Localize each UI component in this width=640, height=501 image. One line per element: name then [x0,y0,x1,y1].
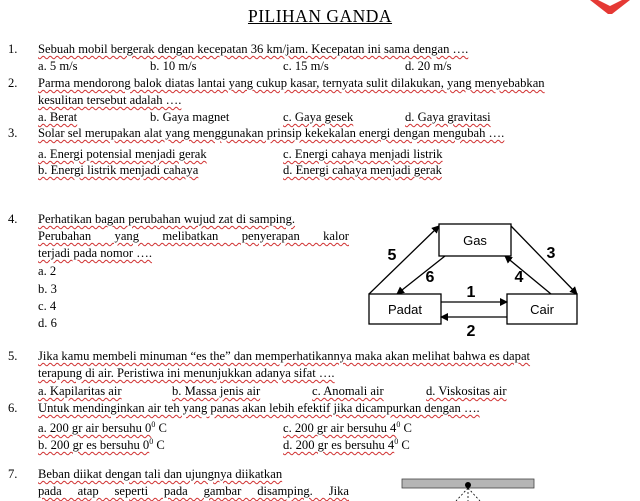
arrow-label-6: 6 [425,269,435,286]
option-d-text: d. 200 gr es bersuhu 4 [283,438,395,453]
pendulum-figure [400,476,540,501]
question-number: 2. [8,76,18,90]
question-text-line-3: terjadi pada nomor …. [38,246,153,260]
option-a[interactable]: a. Kapilaritas air [38,384,122,398]
question-text: Solar sel merupakan alat yang menggunakan prinsip kekekalan energi dengan mengubah …. [38,126,505,140]
question-4-line-2: Perubahan yang melibatkan penyerapan kalor [38,229,349,243]
unit: C [158,421,167,436]
option-b-text: b. 200 gr es bersuhu 0 [38,438,150,453]
page-title: PILIHAN GANDA [247,6,393,26]
arrow-6 [397,256,445,294]
arrow-4 [505,256,551,294]
question-number: 1. [8,42,18,56]
option-d[interactable]: d. Gaya gravitasi [405,110,491,124]
degree-sup: 0 [396,420,401,429]
state-gas: Gas [463,233,487,248]
option-c[interactable]: c. 15 m/s [283,59,329,73]
pivot [465,482,471,488]
arrow-label-2: 2 [466,323,476,340]
question-number: 5. [8,349,18,363]
state-liquid: Cair [530,302,554,317]
state-solid: Padat [388,302,422,317]
question-text-line-2: kesulitan tersebut adalah …. [38,93,182,107]
option-d[interactable] [283,434,410,454]
option-b[interactable] [38,434,165,454]
option-a-text: a. 200 gr air bersuhu 0 [38,421,152,436]
option-a[interactable]: a. Berat [38,110,78,124]
string-left [456,488,468,501]
arrow-label-1: 1 [466,284,476,301]
corner-logo-fragment [580,0,640,14]
question-text-line-1: Jika kamu membeli minuman “es the” dan memperhatikannya maka akan melihat bahwa es dapat [38,349,531,363]
question-text-line-1: Perhatikan bagan perubahan wujud zat di samping. [38,212,296,226]
option-c[interactable]: c. Energi cahaya menjadi listrik [283,147,443,161]
arrow-label-5: 5 [387,247,397,264]
question-text-line-2: terapung di air. Peristiwa ini menunjukkan adanya sifat …. [38,366,335,380]
unit: C [401,438,410,453]
question-7-line-2: pada atap seperti pada gambar disamping. Jika [38,484,349,498]
arrow-label-4: 4 [514,269,524,286]
option-b[interactable]: b. Gaya magnet [150,110,230,124]
option-c[interactable]: c. 4 [38,299,57,313]
option-b[interactable]: b. 10 m/s [150,59,197,73]
option-a[interactable]: a. Energi potensial menjadi gerak [38,147,207,161]
option-d[interactable]: d. Viskositas air [426,384,507,398]
question-text: Untuk mendinginkan air teh yang panas akan lebih efektif jika dicampurkan dengan …. [38,401,480,415]
option-b[interactable]: b. Massa jenis air [172,384,261,398]
degree-sup: 0 [151,420,156,429]
state-change-diagram [365,218,635,346]
option-b[interactable]: b. 3 [38,282,57,296]
question-text-line-1: Parma mendorong balok diatas lantai yang cukup kasar, ternyata sulit dilakukan, yang menyebabkan [38,76,545,90]
unit: C [403,421,412,436]
option-c[interactable]: c. Anomali air [312,384,384,398]
option-d[interactable]: d. 6 [38,316,57,330]
arrow-label-3: 3 [546,245,556,262]
question-text: Sebuah mobil bergerak dengan kecepatan 36 km/jam. Kecepatan ini sama dengan …. [38,42,469,56]
question-number: 3. [8,126,18,140]
option-d[interactable]: d. 20 m/s [405,59,452,73]
option-d[interactable]: d. Energi cahaya menjadi gerak [283,163,442,177]
option-a[interactable]: a. 2 [38,264,57,278]
degree-sup: 0 [149,437,154,446]
question-number: 6. [8,401,18,415]
question-number: 7. [8,467,18,481]
option-a[interactable]: a. 5 m/s [38,59,78,73]
degree-sup: 0 [394,437,399,446]
question-text-line-1: Beban diikat dengan tali dan ujungnya diikatkan [38,467,283,481]
question-number: 4. [8,212,18,226]
option-c[interactable]: c. Gaya gesek [283,110,354,124]
string-right [468,488,480,501]
unit: C [156,438,165,453]
option-b[interactable]: b. Energi listrik menjadi cahaya [38,163,199,177]
option-c-text: c. 200 gr air bersuhu 4 [283,421,397,436]
